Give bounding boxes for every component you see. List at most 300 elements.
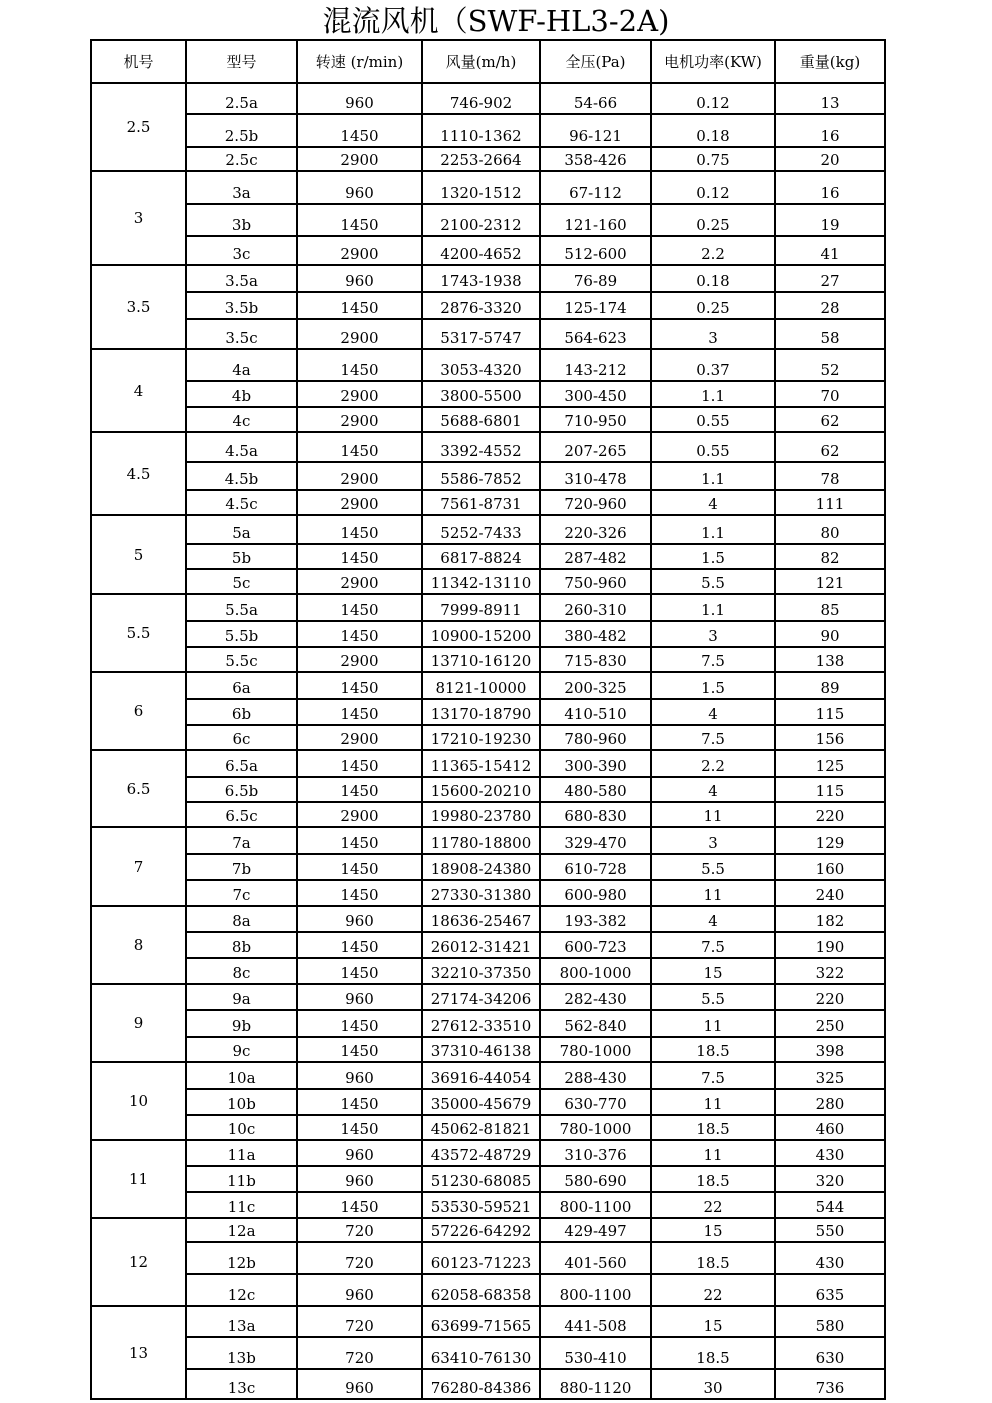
table-row xyxy=(91,265,885,292)
cell-weight: 20 xyxy=(775,147,885,171)
cell-weight: 325 xyxy=(775,1062,885,1089)
fan-spec-table xyxy=(90,39,886,1400)
cell-weight: 89 xyxy=(775,672,885,699)
cell-speed: 960 xyxy=(297,1062,422,1089)
cell-airflow: 4200-4652 xyxy=(422,236,540,265)
cell-pressure: 512-600 xyxy=(540,236,651,265)
cell-motor-power: 0.55 xyxy=(651,407,775,432)
cell-speed: 2900 xyxy=(297,147,422,171)
cell-pressure: 310-376 xyxy=(540,1140,651,1166)
cell-speed: 720 xyxy=(297,1306,422,1337)
cell-pressure: 630-770 xyxy=(540,1089,651,1115)
table-row xyxy=(91,880,885,906)
cell-airflow: 13170-18790 xyxy=(422,699,540,725)
cell-airflow: 1743-1938 xyxy=(422,265,540,292)
cell-speed: 1450 xyxy=(297,1115,422,1140)
cell-pressure: 380-482 xyxy=(540,621,651,647)
cell-pressure: 121-160 xyxy=(540,204,651,236)
cell-machine-no: 11 xyxy=(91,1140,186,1218)
table-row xyxy=(91,621,885,647)
cell-motor-power: 18.5 xyxy=(651,1242,775,1274)
cell-model: 9b xyxy=(186,1010,297,1037)
cell-weight: 41 xyxy=(775,236,885,265)
cell-pressure: 715-830 xyxy=(540,647,651,672)
table-row xyxy=(91,647,885,672)
cell-speed: 1450 xyxy=(297,621,422,647)
cell-airflow: 3800-5500 xyxy=(422,381,540,407)
cell-airflow: 76280-84386 xyxy=(422,1369,540,1399)
cell-speed: 1450 xyxy=(297,854,422,880)
cell-pressure: 401-560 xyxy=(540,1242,651,1274)
cell-airflow: 43572-48729 xyxy=(422,1140,540,1166)
cell-airflow: 17210-19230 xyxy=(422,725,540,750)
cell-pressure: 800-1100 xyxy=(540,1192,651,1218)
cell-pressure: 260-310 xyxy=(540,594,651,621)
cell-motor-power: 1.1 xyxy=(651,594,775,621)
cell-pressure: 125-174 xyxy=(540,292,651,319)
cell-motor-power: 7.5 xyxy=(651,647,775,672)
table-row xyxy=(91,1062,885,1089)
cell-weight: 182 xyxy=(775,906,885,932)
table-row xyxy=(91,1115,885,1140)
cell-weight: 62 xyxy=(775,432,885,462)
cell-model: 13a xyxy=(186,1306,297,1337)
cell-airflow: 1320-1512 xyxy=(422,171,540,204)
cell-airflow: 2876-3320 xyxy=(422,292,540,319)
cell-motor-power: 11 xyxy=(651,1140,775,1166)
cell-speed: 1450 xyxy=(297,958,422,984)
cell-airflow: 63410-76130 xyxy=(422,1337,540,1369)
cell-model: 4.5c xyxy=(186,490,297,515)
cell-motor-power: 0.75 xyxy=(651,147,775,171)
cell-speed: 2900 xyxy=(297,319,422,349)
table-body xyxy=(91,83,885,1399)
cell-airflow: 15600-20210 xyxy=(422,777,540,802)
cell-airflow: 11780-18800 xyxy=(422,827,540,854)
cell-model: 6.5a xyxy=(186,750,297,777)
cell-speed: 1450 xyxy=(297,827,422,854)
cell-weight: 580 xyxy=(775,1306,885,1337)
cell-pressure: 287-482 xyxy=(540,544,651,569)
cell-pressure: 67-112 xyxy=(540,171,651,204)
cell-weight: 398 xyxy=(775,1037,885,1062)
cell-pressure: 54-66 xyxy=(540,83,651,114)
header-airflow: 风量(m/h) xyxy=(422,40,540,83)
cell-speed: 1450 xyxy=(297,515,422,544)
table-row xyxy=(91,171,885,204)
cell-weight: 115 xyxy=(775,777,885,802)
cell-motor-power: 1.5 xyxy=(651,672,775,699)
cell-speed: 2900 xyxy=(297,647,422,672)
cell-weight: 13 xyxy=(775,83,885,114)
table-row xyxy=(91,544,885,569)
cell-model: 7c xyxy=(186,880,297,906)
table-row xyxy=(91,1037,885,1062)
cell-weight: 19 xyxy=(775,204,885,236)
cell-machine-no: 2.5 xyxy=(91,83,186,171)
cell-speed: 1450 xyxy=(297,932,422,958)
cell-speed: 720 xyxy=(297,1242,422,1274)
cell-pressure: 480-580 xyxy=(540,777,651,802)
cell-pressure: 580-690 xyxy=(540,1166,651,1192)
table-row xyxy=(91,777,885,802)
cell-airflow: 37310-46138 xyxy=(422,1037,540,1062)
cell-model: 6.5c xyxy=(186,802,297,827)
cell-motor-power: 4 xyxy=(651,777,775,802)
cell-motor-power: 3 xyxy=(651,827,775,854)
table-row xyxy=(91,1369,885,1399)
cell-speed: 1450 xyxy=(297,699,422,725)
cell-motor-power: 1.1 xyxy=(651,515,775,544)
header-model: 型号 xyxy=(186,40,297,83)
cell-speed: 1450 xyxy=(297,204,422,236)
cell-motor-power: 5.5 xyxy=(651,984,775,1010)
cell-weight: 80 xyxy=(775,515,885,544)
cell-model: 2.5a xyxy=(186,83,297,114)
cell-motor-power: 15 xyxy=(651,1218,775,1242)
cell-machine-no: 3 xyxy=(91,171,186,265)
cell-machine-no: 3.5 xyxy=(91,265,186,349)
cell-weight: 28 xyxy=(775,292,885,319)
cell-speed: 2900 xyxy=(297,462,422,490)
cell-airflow: 3392-4552 xyxy=(422,432,540,462)
cell-pressure: 429-497 xyxy=(540,1218,651,1242)
cell-model: 3.5a xyxy=(186,265,297,292)
cell-model: 7b xyxy=(186,854,297,880)
cell-airflow: 62058-68358 xyxy=(422,1274,540,1306)
cell-pressure: 800-1000 xyxy=(540,958,651,984)
cell-airflow: 8121-10000 xyxy=(422,672,540,699)
cell-model: 5a xyxy=(186,515,297,544)
cell-motor-power: 11 xyxy=(651,1089,775,1115)
cell-speed: 1450 xyxy=(297,292,422,319)
cell-speed: 960 xyxy=(297,984,422,1010)
cell-model: 4a xyxy=(186,349,297,381)
cell-weight: 156 xyxy=(775,725,885,750)
cell-weight: 430 xyxy=(775,1242,885,1274)
cell-airflow: 10900-15200 xyxy=(422,621,540,647)
cell-speed: 960 xyxy=(297,1369,422,1399)
cell-motor-power: 2.2 xyxy=(651,236,775,265)
cell-airflow: 6817-8824 xyxy=(422,544,540,569)
table-row xyxy=(91,1089,885,1115)
table-row xyxy=(91,750,885,777)
cell-weight: 630 xyxy=(775,1337,885,1369)
table-row xyxy=(91,1337,885,1369)
cell-model: 13c xyxy=(186,1369,297,1399)
table-row xyxy=(91,725,885,750)
cell-motor-power: 22 xyxy=(651,1274,775,1306)
cell-speed: 1450 xyxy=(297,432,422,462)
cell-model: 6a xyxy=(186,672,297,699)
header-weight: 重量(kg) xyxy=(775,40,885,83)
cell-weight: 550 xyxy=(775,1218,885,1242)
cell-model: 11a xyxy=(186,1140,297,1166)
cell-machine-no: 12 xyxy=(91,1218,186,1306)
cell-speed: 960 xyxy=(297,1166,422,1192)
cell-speed: 1450 xyxy=(297,544,422,569)
cell-model: 7a xyxy=(186,827,297,854)
table-row xyxy=(91,1274,885,1306)
cell-motor-power: 5.5 xyxy=(651,569,775,594)
table-row xyxy=(91,984,885,1010)
cell-speed: 1450 xyxy=(297,1037,422,1062)
cell-weight: 280 xyxy=(775,1089,885,1115)
cell-motor-power: 15 xyxy=(651,1306,775,1337)
cell-airflow: 7999-8911 xyxy=(422,594,540,621)
cell-speed: 1450 xyxy=(297,349,422,381)
table-row xyxy=(91,1166,885,1192)
cell-motor-power: 0.12 xyxy=(651,83,775,114)
cell-airflow: 5688-6801 xyxy=(422,407,540,432)
cell-model: 6b xyxy=(186,699,297,725)
cell-weight: 240 xyxy=(775,880,885,906)
table-row xyxy=(91,827,885,854)
cell-model: 12a xyxy=(186,1218,297,1242)
table-row xyxy=(91,490,885,515)
cell-speed: 960 xyxy=(297,1274,422,1306)
table-row xyxy=(91,236,885,265)
cell-pressure: 76-89 xyxy=(540,265,651,292)
cell-model: 11b xyxy=(186,1166,297,1192)
cell-speed: 1450 xyxy=(297,750,422,777)
cell-motor-power: 0.18 xyxy=(651,265,775,292)
header-motor-power: 电机功率(KW) xyxy=(651,40,775,83)
cell-machine-no: 5.5 xyxy=(91,594,186,672)
cell-speed: 1450 xyxy=(297,672,422,699)
cell-pressure: 193-382 xyxy=(540,906,651,932)
cell-speed: 2900 xyxy=(297,407,422,432)
table-row xyxy=(91,699,885,725)
cell-machine-no: 4 xyxy=(91,349,186,432)
cell-model: 4b xyxy=(186,381,297,407)
cell-weight: 78 xyxy=(775,462,885,490)
cell-weight: 460 xyxy=(775,1115,885,1140)
cell-machine-no: 6 xyxy=(91,672,186,750)
cell-airflow: 2100-2312 xyxy=(422,204,540,236)
table-row xyxy=(91,349,885,381)
cell-model: 10c xyxy=(186,1115,297,1140)
cell-pressure: 288-430 xyxy=(540,1062,651,1089)
cell-model: 6c xyxy=(186,725,297,750)
cell-machine-no: 4.5 xyxy=(91,432,186,515)
table-row xyxy=(91,1242,885,1274)
header-pressure: 全压(Pa) xyxy=(540,40,651,83)
cell-airflow: 60123-71223 xyxy=(422,1242,540,1274)
cell-speed: 1450 xyxy=(297,777,422,802)
cell-pressure: 530-410 xyxy=(540,1337,651,1369)
cell-weight: 90 xyxy=(775,621,885,647)
cell-motor-power: 4 xyxy=(651,490,775,515)
cell-pressure: 143-212 xyxy=(540,349,651,381)
cell-speed: 720 xyxy=(297,1337,422,1369)
cell-model: 3.5b xyxy=(186,292,297,319)
cell-motor-power: 11 xyxy=(651,880,775,906)
cell-pressure: 441-508 xyxy=(540,1306,651,1337)
table-row xyxy=(91,1192,885,1218)
cell-model: 5c xyxy=(186,569,297,594)
cell-motor-power: 11 xyxy=(651,1010,775,1037)
cell-machine-no: 5 xyxy=(91,515,186,594)
table-row xyxy=(91,515,885,544)
cell-airflow: 57226-64292 xyxy=(422,1218,540,1242)
cell-weight: 544 xyxy=(775,1192,885,1218)
cell-weight: 220 xyxy=(775,802,885,827)
header-machine-no: 机号 xyxy=(91,40,186,83)
cell-speed: 1450 xyxy=(297,594,422,621)
cell-speed: 1450 xyxy=(297,1089,422,1115)
cell-motor-power: 15 xyxy=(651,958,775,984)
cell-model: 5.5c xyxy=(186,647,297,672)
table-row xyxy=(91,802,885,827)
cell-motor-power: 4 xyxy=(651,906,775,932)
table-row xyxy=(91,147,885,171)
cell-motor-power: 1.1 xyxy=(651,462,775,490)
cell-airflow: 13710-16120 xyxy=(422,647,540,672)
cell-weight: 322 xyxy=(775,958,885,984)
cell-airflow: 1110-1362 xyxy=(422,114,540,147)
cell-airflow: 63699-71565 xyxy=(422,1306,540,1337)
cell-motor-power: 0.12 xyxy=(651,171,775,204)
cell-airflow: 27330-31380 xyxy=(422,880,540,906)
table-row xyxy=(91,906,885,932)
cell-motor-power: 0.55 xyxy=(651,432,775,462)
cell-model: 8c xyxy=(186,958,297,984)
cell-model: 8a xyxy=(186,906,297,932)
cell-pressure: 282-430 xyxy=(540,984,651,1010)
cell-model: 5.5b xyxy=(186,621,297,647)
cell-airflow: 45062-81821 xyxy=(422,1115,540,1140)
cell-pressure: 710-950 xyxy=(540,407,651,432)
cell-airflow: 746-902 xyxy=(422,83,540,114)
cell-pressure: 600-723 xyxy=(540,932,651,958)
cell-pressure: 300-450 xyxy=(540,381,651,407)
cell-speed: 960 xyxy=(297,83,422,114)
cell-weight: 82 xyxy=(775,544,885,569)
table-row xyxy=(91,854,885,880)
cell-airflow: 27612-33510 xyxy=(422,1010,540,1037)
page-title: 混流风机（SWF-HL3-2A) xyxy=(322,4,670,38)
cell-pressure: 358-426 xyxy=(540,147,651,171)
cell-speed: 720 xyxy=(297,1218,422,1242)
cell-pressure: 780-960 xyxy=(540,725,651,750)
cell-speed: 960 xyxy=(297,171,422,204)
cell-weight: 736 xyxy=(775,1369,885,1399)
cell-pressure: 220-326 xyxy=(540,515,651,544)
cell-airflow: 11365-15412 xyxy=(422,750,540,777)
cell-weight: 62 xyxy=(775,407,885,432)
cell-motor-power: 18.5 xyxy=(651,1115,775,1140)
cell-speed: 2900 xyxy=(297,802,422,827)
cell-weight: 190 xyxy=(775,932,885,958)
table-row xyxy=(91,462,885,490)
cell-motor-power: 18.5 xyxy=(651,1166,775,1192)
cell-motor-power: 0.37 xyxy=(651,349,775,381)
table-row xyxy=(91,569,885,594)
cell-weight: 129 xyxy=(775,827,885,854)
cell-speed: 1450 xyxy=(297,1192,422,1218)
cell-machine-no: 7 xyxy=(91,827,186,906)
cell-pressure: 562-840 xyxy=(540,1010,651,1037)
cell-pressure: 600-980 xyxy=(540,880,651,906)
cell-airflow: 32210-37350 xyxy=(422,958,540,984)
cell-pressure: 610-728 xyxy=(540,854,651,880)
cell-model: 12b xyxy=(186,1242,297,1274)
cell-weight: 125 xyxy=(775,750,885,777)
cell-model: 9a xyxy=(186,984,297,1010)
cell-airflow: 18908-24380 xyxy=(422,854,540,880)
cell-pressure: 207-265 xyxy=(540,432,651,462)
cell-weight: 121 xyxy=(775,569,885,594)
cell-weight: 115 xyxy=(775,699,885,725)
cell-motor-power: 22 xyxy=(651,1192,775,1218)
cell-pressure: 300-390 xyxy=(540,750,651,777)
header-row xyxy=(91,40,885,83)
cell-motor-power: 4 xyxy=(651,699,775,725)
table-row xyxy=(91,114,885,147)
cell-model: 3a xyxy=(186,171,297,204)
cell-motor-power: 2.2 xyxy=(651,750,775,777)
cell-speed: 2900 xyxy=(297,381,422,407)
cell-model: 6.5b xyxy=(186,777,297,802)
cell-model: 3b xyxy=(186,204,297,236)
cell-airflow: 5317-5747 xyxy=(422,319,540,349)
cell-weight: 16 xyxy=(775,114,885,147)
cell-airflow: 5586-7852 xyxy=(422,462,540,490)
cell-airflow: 27174-34206 xyxy=(422,984,540,1010)
cell-pressure: 564-623 xyxy=(540,319,651,349)
cell-model: 12c xyxy=(186,1274,297,1306)
table-row xyxy=(91,83,885,114)
cell-motor-power: 7.5 xyxy=(651,1062,775,1089)
cell-motor-power: 1.5 xyxy=(651,544,775,569)
cell-machine-no: 8 xyxy=(91,906,186,984)
cell-airflow: 2253-2664 xyxy=(422,147,540,171)
cell-motor-power: 30 xyxy=(651,1369,775,1399)
table-row xyxy=(91,672,885,699)
table-row xyxy=(91,1010,885,1037)
cell-pressure: 780-1000 xyxy=(540,1115,651,1140)
cell-pressure: 329-470 xyxy=(540,827,651,854)
cell-pressure: 310-478 xyxy=(540,462,651,490)
cell-motor-power: 7.5 xyxy=(651,725,775,750)
cell-model: 3.5c xyxy=(186,319,297,349)
cell-airflow: 5252-7433 xyxy=(422,515,540,544)
cell-speed: 2900 xyxy=(297,490,422,515)
cell-weight: 250 xyxy=(775,1010,885,1037)
cell-motor-power: 0.25 xyxy=(651,204,775,236)
cell-pressure: 680-830 xyxy=(540,802,651,827)
cell-speed: 1450 xyxy=(297,880,422,906)
cell-machine-no: 13 xyxy=(91,1306,186,1399)
cell-motor-power: 11 xyxy=(651,802,775,827)
cell-speed: 2900 xyxy=(297,725,422,750)
cell-pressure: 96-121 xyxy=(540,114,651,147)
cell-motor-power: 1.1 xyxy=(651,381,775,407)
cell-model: 13b xyxy=(186,1337,297,1369)
table-row xyxy=(91,204,885,236)
cell-weight: 27 xyxy=(775,265,885,292)
cell-weight: 635 xyxy=(775,1274,885,1306)
cell-pressure: 880-1120 xyxy=(540,1369,651,1399)
cell-airflow: 36916-44054 xyxy=(422,1062,540,1089)
table-row xyxy=(91,407,885,432)
table-row xyxy=(91,1140,885,1166)
table-row xyxy=(91,381,885,407)
cell-model: 10a xyxy=(186,1062,297,1089)
cell-weight: 320 xyxy=(775,1166,885,1192)
cell-speed: 2900 xyxy=(297,569,422,594)
